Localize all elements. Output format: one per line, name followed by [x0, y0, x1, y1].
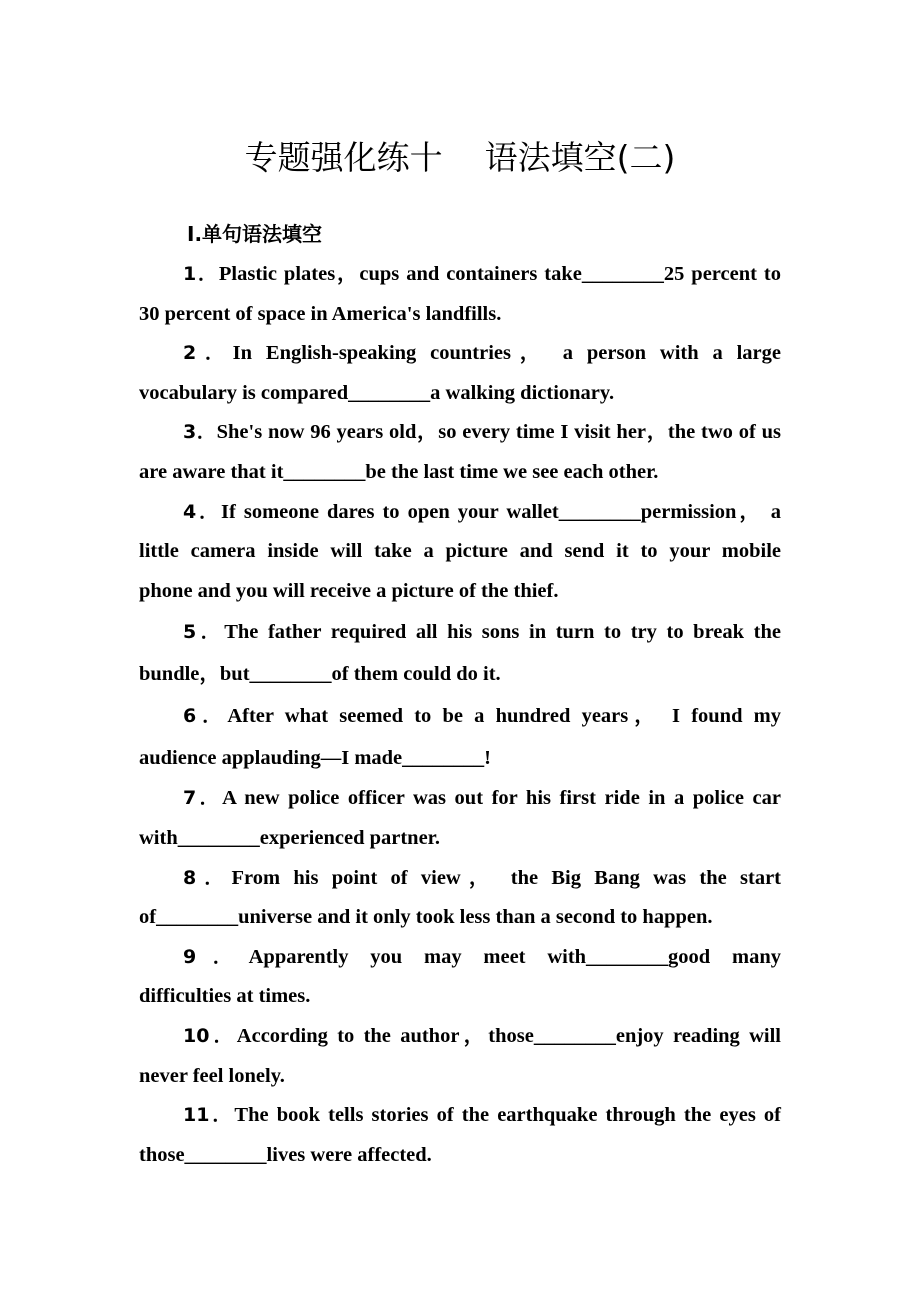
question-number: 9．	[183, 945, 249, 968]
question-line	[139, 653, 781, 695]
question-line	[139, 572, 781, 612]
question-item	[139, 938, 781, 1017]
question-number: 10．	[183, 1024, 237, 1047]
question-line	[139, 1096, 781, 1136]
section-heading: Ⅰ.单句语法填空	[187, 222, 323, 246]
question-number: 2．	[183, 342, 233, 365]
question-text: bundle，but________of them could do it.	[139, 663, 501, 686]
question-line	[139, 374, 781, 414]
question-text: difficulties at times.	[139, 985, 311, 1008]
question-text: The father required all his sons in turn to try to break the	[224, 621, 781, 644]
question-number: 6．	[183, 705, 228, 728]
question-text: little camera inside will take a picture and send it to your mobile	[139, 540, 781, 563]
title-part-1: 专题强化练十	[244, 138, 443, 177]
question-line	[139, 859, 781, 899]
question-list	[139, 255, 781, 1175]
question-line	[139, 413, 781, 453]
question-text: with________experienced partner.	[139, 826, 441, 849]
question-text: In English-speaking countries， a person with a large	[232, 342, 781, 365]
question-item	[139, 859, 781, 938]
question-item	[139, 779, 781, 858]
question-item	[139, 611, 781, 695]
question-line	[139, 819, 781, 859]
question-item	[139, 695, 781, 779]
question-text: Plastic plates，cups and containers take________25 percent to	[218, 263, 781, 285]
question-text: are aware that it________be the last time we see each other.	[139, 460, 659, 483]
question-text: According to the author，those________enjoy reading will	[236, 1024, 781, 1047]
question-text: phone and you will receive a picture of the thief.	[139, 579, 559, 602]
question-line	[139, 898, 781, 938]
question-line	[139, 255, 781, 295]
question-line	[139, 938, 781, 978]
question-text: 30 percent of space in America's landfills.	[139, 302, 502, 325]
question-text: She's now 96 years old，so every time I visit her，the two of us	[216, 421, 781, 444]
question-text: never feel lonely.	[139, 1064, 285, 1087]
question-number: 3．	[183, 421, 217, 444]
question-number: 7．	[183, 787, 223, 810]
question-item	[139, 334, 781, 413]
question-text: those________lives were affected.	[139, 1143, 432, 1166]
question-number: 11．	[183, 1104, 235, 1127]
question-text: After what seemed to be a hundred years， I found my	[227, 705, 781, 728]
question-line	[139, 1136, 781, 1176]
question-line	[139, 1057, 781, 1097]
question-line	[139, 453, 781, 493]
question-line	[139, 737, 781, 779]
question-number: 8．	[183, 866, 232, 889]
title-part-2: 语法填空(二)	[484, 138, 676, 177]
question-line	[139, 1017, 781, 1057]
question-number: 4．	[183, 500, 222, 523]
question-text: The book tells stories of the earthquake through the eyes of	[234, 1104, 781, 1127]
question-text: Apparently you may meet with________good many	[248, 945, 781, 968]
page-title	[0, 132, 920, 179]
question-line	[139, 334, 781, 374]
question-text: A new police officer was out for his first ride in a police car	[222, 787, 781, 810]
question-line	[139, 532, 781, 572]
question-number: 5．	[183, 621, 225, 644]
question-text: of________universe and it only took less than a second to happen.	[139, 906, 713, 929]
question-item	[139, 1096, 781, 1175]
question-item	[139, 413, 781, 492]
question-line	[139, 611, 781, 653]
question-line	[139, 493, 781, 533]
question-text: vocabulary is compared________a walking dictionary.	[139, 381, 615, 404]
question-line	[139, 295, 781, 335]
question-text: If someone dares to open your wallet________permission， a	[221, 500, 781, 523]
question-line	[139, 977, 781, 1017]
question-text: From his point of view， the Big Bang was the start	[231, 866, 781, 889]
question-line	[139, 695, 781, 737]
question-number: 1．	[183, 263, 219, 285]
question-item	[139, 255, 781, 334]
question-item	[139, 1017, 781, 1096]
question-text: audience applauding—I made________!	[139, 747, 491, 770]
question-line	[139, 779, 781, 819]
question-item	[139, 493, 781, 612]
